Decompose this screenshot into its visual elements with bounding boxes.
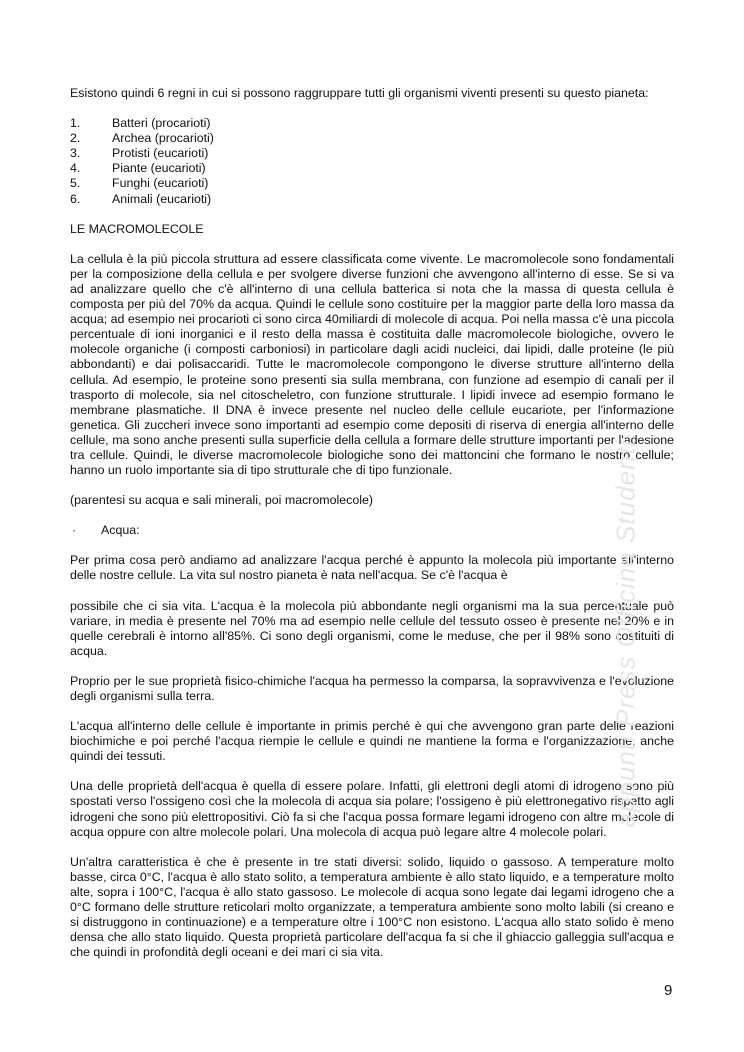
list-label: Funghi (eucarioti): [112, 176, 209, 191]
document-page: [70, 86, 674, 960]
bullet-icon: ·: [72, 523, 77, 538]
acqua-vita-paragraph: possibile che ci sia vita. L'acqua è la molecola più abbondante negli organismi ma la sua percentuale può variare, in media è presente nel 70% ma ad esempio nelle cellule del tessuto osseo è presente nel 20% e in quelle cerebrali è intorno all'85%. Ci sono degli organismi, come le meduse, che per il 98% sono costituiti di acqua.: [70, 598, 674, 658]
list-number: 2.: [70, 131, 81, 146]
list-number: 4.: [70, 161, 81, 176]
intro-paragraph: Esistono quindi 6 regni in cui si possono raggruppare tutti gli organismi viventi presenti su questo pianeta:: [70, 86, 649, 100]
list-number: 3.: [70, 146, 81, 161]
section-heading: LE MACROMOLECOLE: [70, 221, 204, 236]
kingdoms-list: [70, 116, 674, 207]
list-label: Archea (procarioti): [112, 131, 214, 146]
list-label: Animali (eucarioti): [112, 191, 212, 206]
list-item: [70, 146, 674, 161]
list-label: Protisti (eucarioti): [112, 146, 209, 161]
acqua-bullet-item: [70, 523, 674, 538]
interno-paragraph: L'acqua all'interno delle cellule è importante in primis perché è qui che avvengono gran parte delle reazioni biochimiche e poi perché l'acqua riempie le cellule e quindi ne mantiene la forma e l'organizzazione, anche quindi dei tessuti.: [70, 719, 674, 764]
acqua-label: Acqua:: [101, 523, 140, 538]
page-number: 9: [664, 982, 673, 999]
list-label: Batteri (procarioti): [112, 116, 211, 131]
list-number: 5.: [70, 176, 81, 191]
polare-paragraph: Una delle proprietà dell'acqua è quella di essere polare. Infatti, gli elettroni degli atomi di idrogeno sono più spostati verso l'ossigeno così che la molecola di acqua sia polare; l'ossigeno è più elettronegativo rispetto agli idrogeni che sono più elettropositivi. Ciò fa si che l'acqua possa formare legami idrogeno con altre molecole di acqua oppure con altre molecole polari. Una molecola di acqua può legare altre 4 molecole polari.: [70, 779, 674, 839]
list-item: [70, 161, 674, 176]
list-label: Piante (eucarioti): [112, 161, 206, 176]
list-item: [70, 192, 674, 207]
list-item: [70, 116, 674, 131]
stati-paragraph: Un'altra caratteristica è che è presente in tre stati diversi: solido, liquido o gassoso. A temperature molto basse, circa 0°C, l'acqua è allo stato solito, a temperatura ambiente è allo stato liquido, e a temperature molto alte, sopra i 100°C, l'acqua è allo stato gassoso. Le molecole di acqua sono legate dai legami idrogeno che a 0°C formano delle strutture reticolari molto organizzate, a temperatura ambiente sono molto labili (si creano e si distruggono in continuazione) e a temperature oltre i 100°C non esistono. L'acqua allo stato solido è meno densa che allo stato liquido. Questa proprietà particolare dell'acqua fa si che il ghiaccio galleggia sull'acqua e che quindi in profondità degli oceani e dei mari ci sia vita.: [70, 854, 674, 960]
parentesi-note: (parentesi su acqua e sali minerali, poi macromolecole): [70, 493, 374, 508]
list-number: 1.: [70, 116, 81, 131]
proprieta-paragraph: Proprio per le sue proprietà fisico-chimiche l'acqua ha permesso la comparsa, la sopravvivenza e l'evoluzione degli organismi sulla terra.: [70, 673, 674, 703]
list-number: 6.: [70, 191, 81, 206]
list-item: [70, 131, 674, 146]
list-item: [70, 176, 674, 191]
acqua-intro-paragraph: Per prima cosa però andiamo ad analizzare l'acqua perché è appunto la molecola più importante all'interno delle nostre cellule. La vita sul nostro pianeta è nata nell'acqua. Se c'è l'acqua è: [70, 553, 674, 583]
watermark: appunti Press Officina Studenti: [610, 439, 641, 828]
macromolecole-paragraph: La cellula è la più piccola struttura ad essere classificata come vivente. Le macromolecole sono fondamentali per la composizione della cellula e per svolgere diverse funzioni che avvengono all'interno di esse. Se si va ad analizzare quello che c'è all'interno di una cellula batterica si nota che la massa di questa cellula è composta per più del 70% da acqua. Quindi le cellule sono costituire per la maggior parte della loro massa da acqua; ad esempio nei procarioti ci sono circa 40miliardi di molecole di acqua. Poi nella massa c'è una piccola percentuale di ioni inorganici e il resto della massa è costituita dalle macromolecole biologiche, ovvero le molecole organiche (i composti carboniosi) in particolare dagli acidi nucleici, dai lipidi, dalle proteine (le più abbondanti) e dai polisaccaridi. Tutte le macromolecole compongono le diverse strutture all'interno della cellula. Ad esempio, le proteine sono presenti sia sulla membrana, con funzione ad esempio di canali per il trasporto di molecole, sia nel citoscheletro, con funzione strutturale. I lipidi invece ad esempio formano le membrane plasmatiche. Il DNA è invece presente nel nucleo delle cellule eucariote, per l'informazione genetica. Gli zuccheri invece sono importanti ad esempio come depositi di riserva di energia all'interno delle cellule, ma sono anche presenti sulla superficie della cellula a formare delle strutture importanti per l'adesione tra cellule. Quindi, le diverse macromolecole biologiche sono dei mattoncini che formano le nostro cellule; hanno un ruolo importante sia di tipo strutturale che di tipo funzionale.: [70, 251, 674, 478]
